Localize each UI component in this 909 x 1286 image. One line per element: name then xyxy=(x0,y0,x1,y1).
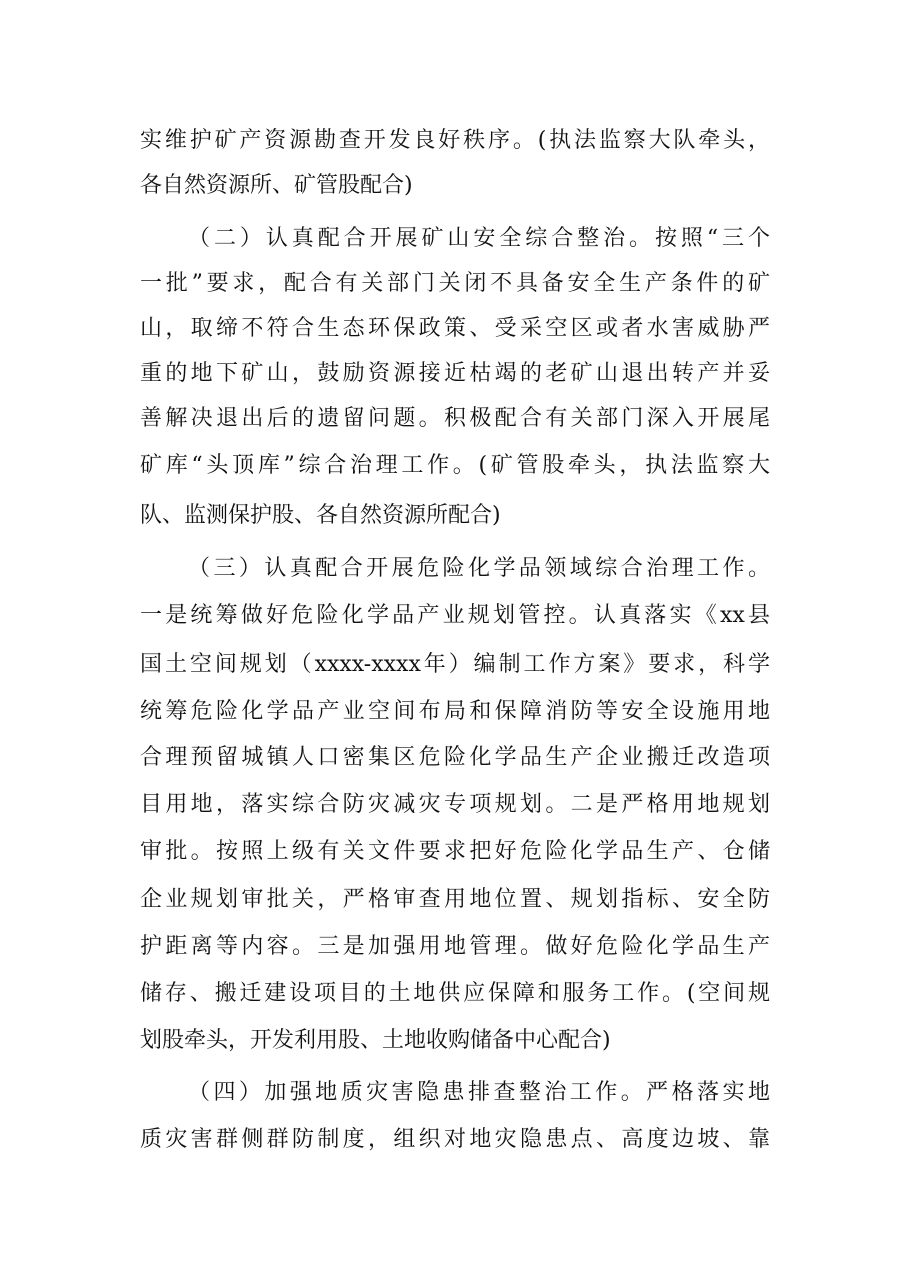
text-line: 质灾害群侧群防制度，组织对地灾隐患点、高度边坡、靠 xyxy=(140,1127,770,1152)
paragraph-start-line: （三）认真配合开展危险化学品领域综合治理工作。 xyxy=(188,556,770,581)
text-line: 审批。按照上级有关文件要求把好危险化学品生产、仓储 xyxy=(140,839,770,864)
text-line: 各自然资源所、矿管股配合) xyxy=(140,173,413,198)
text-line: 划股牵头，开发利用股、土地收购储备中心配合) xyxy=(140,1028,611,1053)
text-line: 统筹危险化学品产业空间布局和保障消防等安全设施用地 xyxy=(140,699,770,724)
text-line: 企业规划审批关，严格审查用地位置、规划指标、安全防 xyxy=(140,887,770,912)
text-line: 一是统筹做好危险化学品产业规划管控。认真落实《xx县 xyxy=(140,603,770,628)
paragraph-start-line: （二）认真配合开展矿山安全综合整治。按照“三个 xyxy=(188,226,770,251)
text-line: 护距离等内容。三是加强用地管理。做好危险化学品生产 xyxy=(140,934,770,959)
text-line: 山，取缔不符合生态环保政策、受采空区或者水害威胁严 xyxy=(140,316,770,341)
text-line: 储存、搬迁建设项目的土地供应保障和服务工作。(空间规 xyxy=(140,981,770,1006)
text-line: 目用地，落实综合防灾减灾专项规划。二是严格用地规划 xyxy=(140,792,770,817)
text-line: 善解决退出后的遗留问题。积极配合有关部门深入开展尾 xyxy=(140,406,770,431)
text-line: 实维护矿产资源勘查开发良好秩序。(执法监察大队牵头， xyxy=(140,128,770,153)
text-line: 重的地下矿山，鼓励资源接近枯竭的老矿山退出转产并妥 xyxy=(140,361,770,386)
text-line: 队、监测保护股、各自然资源所配合) xyxy=(140,503,501,528)
paragraph-start-line: （四）加强地质灾害隐患排查整治工作。严格落实地 xyxy=(188,1080,770,1105)
text-line: 合理预留城镇人口密集区危险化学品生产企业搬迁改造项 xyxy=(140,745,770,770)
text-line: 国土空间规划（xxxx-xxxx年）编制工作方案》要求，科学 xyxy=(140,652,770,677)
text-line: 矿库“头顶库”综合治理工作。(矿管股牵头，执法监察大 xyxy=(140,453,770,478)
text-line: 一批”要求，配合有关部门关闭不具备安全生产条件的矿 xyxy=(140,271,770,296)
